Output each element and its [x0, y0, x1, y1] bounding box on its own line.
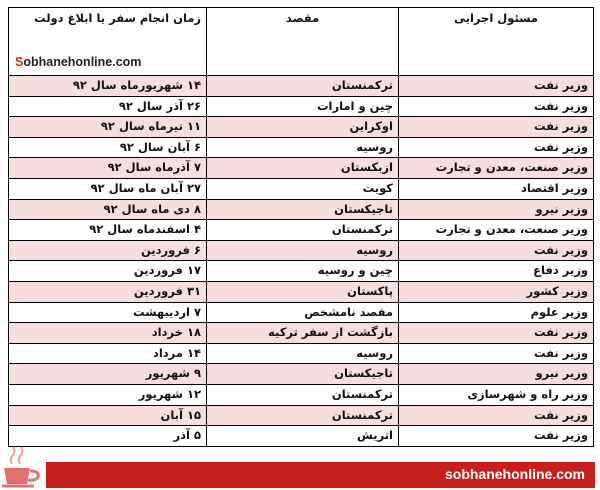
cell-destination: ترکمنستان [207, 220, 399, 241]
header-official [399, 8, 594, 76]
cell-time: ۲۶ آذر سال ۹۲ [9, 96, 207, 117]
table-row [9, 178, 594, 199]
cell-time: ۳۱ فروردین [9, 281, 207, 302]
cell-destination: روسیه [207, 240, 399, 261]
table-row [9, 323, 594, 344]
cell-destination: ترکمنستان [207, 76, 399, 97]
footer-site-link[interactable]: sobhanehonline.com [444, 466, 585, 482]
cell-destination: چین و امارات [207, 96, 399, 117]
cell-destination: کویت [207, 178, 399, 199]
cell-time: ۸ دی ماه سال ۹۲ [9, 199, 207, 220]
table-row [9, 137, 594, 158]
cell-official: وزیر نفت [399, 405, 594, 426]
table-row [9, 117, 594, 138]
cell-time: ۱۸ خرداد [9, 323, 207, 344]
cell-official: وزیر نفت [399, 426, 594, 447]
table-row [9, 302, 594, 323]
table-header-row [9, 8, 594, 76]
cell-time: ۶ آبان سال ۹۲ [9, 137, 207, 158]
table-row [9, 405, 594, 426]
cell-time: ۱۴ مرداد [9, 343, 207, 364]
cell-destination: ترکمنستان [207, 405, 399, 426]
cell-time: ۱۵ آبان [9, 405, 207, 426]
cell-time: ۶ فروردین [9, 240, 207, 261]
cell-official: وزیر صنعت، معدن و تجارت [399, 158, 594, 179]
table-row [9, 384, 594, 405]
cell-official: وزیر نفت [399, 137, 594, 158]
cell-time: ۴ اسفندماه سال ۹۲ [9, 220, 207, 241]
table-row [9, 76, 594, 97]
cell-time: ۱۱ تیرماه سال ۹۲ [9, 117, 207, 138]
cell-destination: اتریش [207, 426, 399, 447]
table-row [9, 220, 594, 241]
header-official-label: مسئول اجرایی [454, 11, 538, 25]
cell-destination: تاجیکستان [207, 199, 399, 220]
cell-official: وزیر نیرو [399, 364, 594, 385]
header-watermark [15, 52, 141, 72]
cell-destination: پاکستان [207, 281, 399, 302]
cell-time: ۷ آذرماه سال ۹۲ [9, 158, 207, 179]
cell-time: ۲۷ آبان ماه سال ۹۲ [9, 178, 207, 199]
cell-destination: ازبکستان [207, 158, 399, 179]
header-destination [207, 8, 399, 76]
cell-destination: روسیه [207, 137, 399, 158]
cell-destination: چین و روسیه [207, 261, 399, 282]
cell-official: وزیر نفت [399, 343, 594, 364]
table-row [9, 426, 594, 447]
watermark-rest: obhanehonline.com [23, 55, 142, 69]
table-row [9, 281, 594, 302]
table-row [9, 158, 594, 179]
cell-official: وزیر دفاع [399, 261, 594, 282]
header-time [9, 8, 207, 76]
cell-destination: تاجیکستان [207, 364, 399, 385]
header-destination-label: مقصد [285, 11, 320, 25]
footer-bar [46, 462, 595, 488]
table-row [9, 96, 594, 117]
cell-time: ۷ اردیبهشت [9, 302, 207, 323]
cell-destination: ترکمنستان [207, 384, 399, 405]
table-row [9, 261, 594, 282]
table-row [9, 240, 594, 261]
cell-time: ۹ شهریور [9, 364, 207, 385]
cell-destination: بازگشت از سفر ترکیه [207, 323, 399, 344]
cell-official: وزیر نفت [399, 117, 594, 138]
cell-time: ۱۷ فروردین [9, 261, 207, 282]
header-time-label: زمان انجام سفر یا ابلاغ دولت [34, 11, 201, 25]
cell-time: ۵ آذر [9, 426, 207, 447]
cell-official: وزیر نفت [399, 323, 594, 344]
cell-time: ۱۴ شهریورماه سال ۹۲ [9, 76, 207, 97]
cell-official: وزیر علوم [399, 302, 594, 323]
cell-official: وزیر نفت [399, 240, 594, 261]
table-row [9, 343, 594, 364]
cell-destination: مقصد نامشخص [207, 302, 399, 323]
cell-destination: روسیه [207, 343, 399, 364]
travel-table-container [8, 7, 593, 447]
table-row [9, 199, 594, 220]
cell-destination: اوکراین [207, 117, 399, 138]
table-row [9, 364, 594, 385]
travel-table [8, 7, 594, 447]
cell-official: وزیر نفت [399, 76, 594, 97]
cell-official: وزیر کشور [399, 281, 594, 302]
cell-official: وزیر راه و شهرسازی [399, 384, 594, 405]
cell-time: ۱۲ شهریور [9, 384, 207, 405]
watermark-s: S [15, 55, 24, 69]
cell-official: وزیر اقتصاد [399, 178, 594, 199]
cell-official: وزیر نفت [399, 96, 594, 117]
cell-official: وزیر نیرو [399, 199, 594, 220]
coffee-cup-icon [0, 444, 44, 490]
cell-official: وزیر صنعت، معدن و تجارت [399, 220, 594, 241]
